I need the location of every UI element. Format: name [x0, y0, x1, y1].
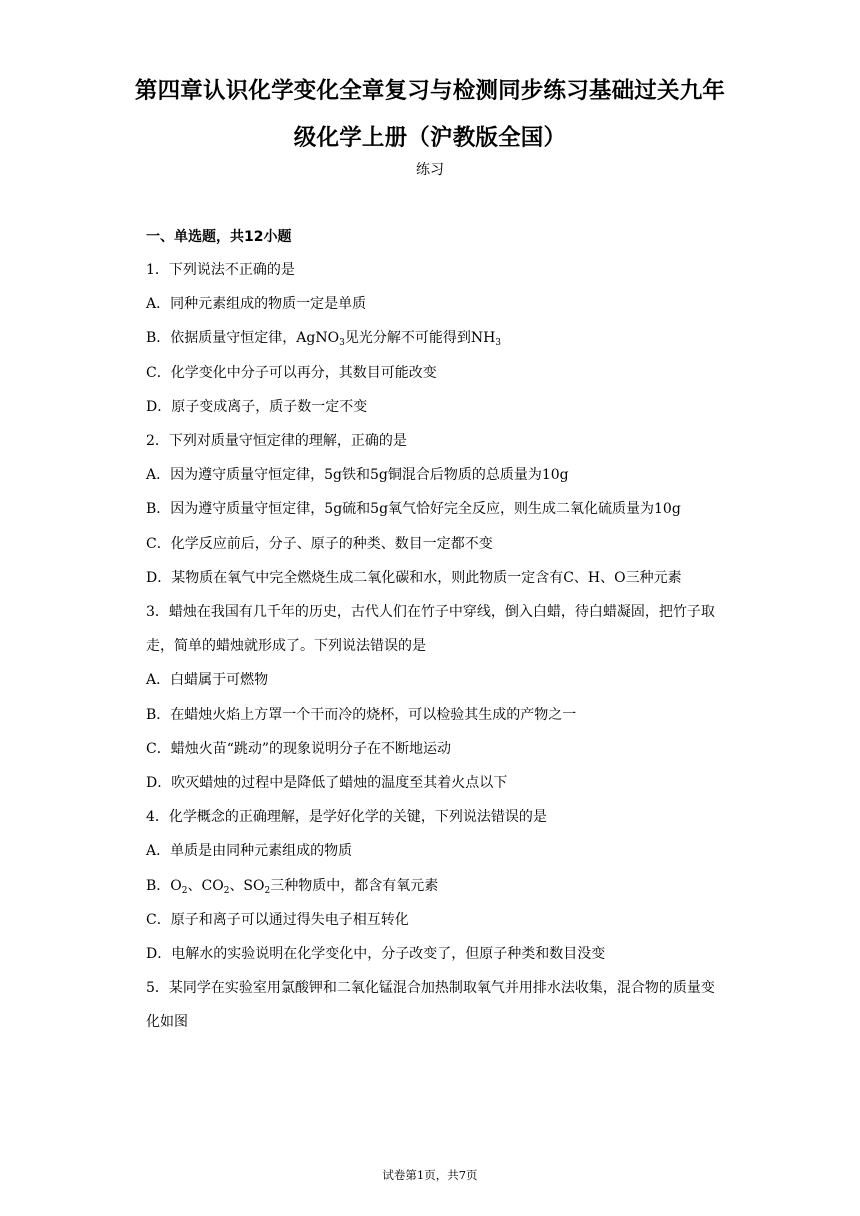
- section-heading: 一、单选题，共12小题: [146, 229, 292, 245]
- question-3-option-c: C．蜡烛火苗“跳动”的现象说明分子在不断地运动: [146, 740, 452, 757]
- question-2-option-b: B．因为遵守质量守恒定律，5g硫和5g氧气恰好完全反应，则生成二氧化硫质量为10g: [146, 501, 681, 518]
- question-4-option-b: B．$O_2$、$CO_2$、$SO_2$三种物质中，都含有氧元素: [146, 877, 439, 896]
- document-title-line-2: 级化学上册（沪教版全国）: [293, 125, 567, 151]
- question-4-option-d: D．电解水的实验说明在化学变化中，分子改变了，但原子种类和数目没变: [146, 946, 606, 963]
- question-3-option-b: B．在蜡烛火焰上方罩一个干而冷的烧杯，可以检验其生成的产物之一: [146, 706, 577, 723]
- question-2-option-c: C．化学反应前后，分子、原子的种类、数目一定都不变: [146, 535, 493, 552]
- question-1-stem: 1．下列说法不正确的是: [146, 262, 295, 278]
- question-5-stem: 5．某同学在实验室用氯酸钾和二氧化锰混合加热制取氧气并用排水法收集，混合物的质量变化如图: [146, 980, 715, 1031]
- question-4-option-a: A．单质是由同种元素组成的物质: [146, 843, 353, 860]
- question-3-option-a: A．白蜡属于可燃物: [146, 672, 269, 689]
- document-title-line-1: 第四章认识化学变化全章复习与检测同步练习基础过关九年: [134, 78, 726, 104]
- question-2-option-d: D．某物质在氧气中完全燃烧生成二氧化碳和水，则此物质一定含有C、H、O三种元素: [146, 569, 682, 586]
- question-list: [146, 253, 726, 1040]
- question-3-stem: 3．蜡烛在我国有几千年的历史，古代人们在竹子中穿线，倒入白蜡，待白蜡凝固，把竹子取走，简单的蜡烛就形成了。下列说法错误的是: [146, 604, 715, 655]
- question-3-option-d: D．吹灭蜡烛的过程中是降低了蜡烛的温度至其着火点以下: [146, 775, 508, 792]
- question-1-option-b: B．依据质量守恒定律，AgNO$_3$见光分解不可能得到$NH_3$: [146, 330, 502, 349]
- question-1-option-a: A．同种元素组成的物质一定是单质: [146, 296, 367, 313]
- question-4-option-c: C．原子和离子可以通过得失电子相互转化: [146, 911, 409, 928]
- question-1-option-c: C．化学变化中分子可以再分，其数目可能改变: [146, 364, 437, 381]
- page-footer: 试卷第1页，共7页: [382, 1168, 478, 1182]
- document-subtitle: 练习: [416, 162, 444, 178]
- question-4-stem: 4．化学概念的正确理解，是学好化学的关键，下列说法错误的是: [146, 809, 547, 826]
- question-2-option-a: A．因为遵守质量守恒定律，5g铁和5g铜混合后物质的总质量为10g: [146, 467, 569, 484]
- question-2-stem: 2．下列对质量守恒定律的理解，正确的是: [146, 433, 407, 450]
- question-1-option-d: D．原子变成离子，质子数一定不变: [146, 398, 368, 415]
